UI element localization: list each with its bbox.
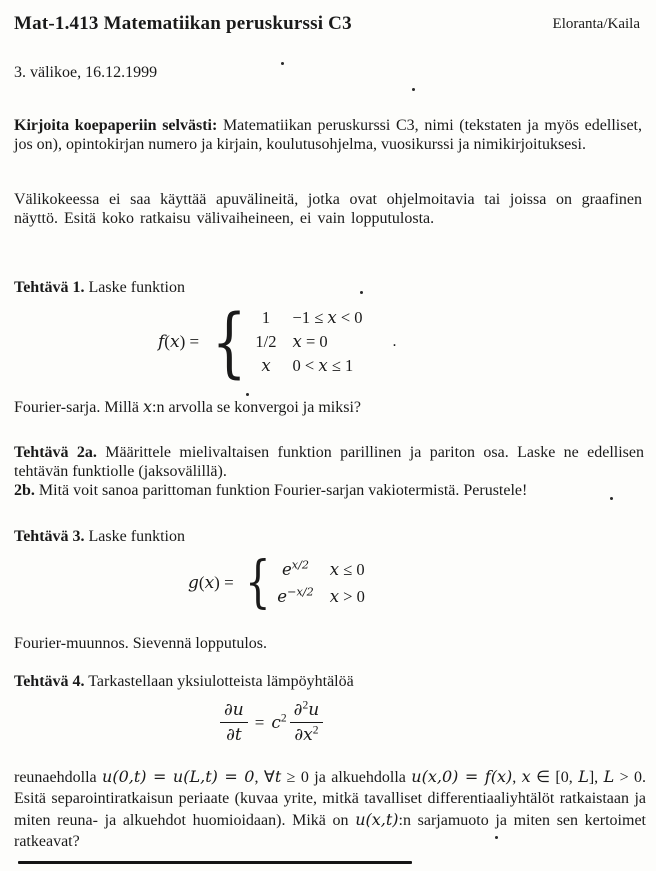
fraction-du-dt [220, 700, 248, 745]
case-value: x [261, 356, 271, 376]
lecturers: Eloranta/Kaila [552, 16, 640, 32]
left-brace: { [244, 550, 271, 616]
problem3-formula-lhs: g(x) = [188, 573, 234, 593]
case-condition: x = 0 [292, 332, 328, 352]
header [14, 13, 640, 35]
problem1-formula [158, 297, 397, 386]
fraction-denominator: ∂t [226, 725, 242, 745]
case-condition: −1 ≤ x < 0 [292, 308, 363, 328]
case-condition: x > 0 [329, 587, 365, 606]
problem2-block [14, 443, 644, 500]
fraction-d2u-dx2 [290, 700, 324, 745]
scan-speckle [281, 62, 284, 65]
problem2b-paragraph: 2b. Mitä voit sanoa parittoman funktion Fourier-sarjan vakiotermistä. Perustele! [14, 482, 528, 499]
problem3-heading: Tehtävä 3. Laske funktion [14, 528, 185, 545]
fraction-numerator: ∂$^2$u [290, 700, 324, 723]
problem3-piecewise-cases [277, 556, 365, 610]
problem1-heading: Tehtävä 1. Laske funktion [14, 279, 185, 296]
problem3-formula [188, 550, 365, 616]
problem1-formula-lhs: f(x) = [158, 332, 200, 353]
problem4-paragraph: reunaehdolla u(0,t) = u(L,t) = 0, ∀t ≥ 0 ja alkuehdolla u(x,0) = f(x), x ∈ [0, L], L > 0. Esitä separointiratkaisun periaate (kuvaa yrite, mitkä tavalliset differentiaaliyhtälöt ratkaistaan ja miten reuna- ja alkuehdot huomioidaan). Mikä on u(x,t):n sarjamuoto ja miten sen kertoimet ratkeavat? [14, 767, 647, 850]
coefficient-c-squared: $c^2$ [271, 710, 287, 733]
problem4-heading: Tehtävä 4. Tarkastellaan yksiulotteista lämpöyhtälöä [14, 673, 354, 690]
scan-speckle [495, 836, 498, 839]
problem1-question: Fourier-sarja. Millä x:n arvolla se konvergoi ja miksi? [14, 397, 362, 416]
rules-paragraph: Välikokeessa ei saa käyttää apuvälineitä, jotka ovat ohjelmoitavia tai joissa on graafinen näyttö. Esitä koko ratkaisu välivaiheineen, ei vain lopputulosta. [14, 191, 642, 227]
case-condition: 0 < x ≤ 1 [292, 356, 354, 376]
problem2a-paragraph: Tehtävä 2a. Määrittele mielivaltaisen funktion parillinen ja pariton osa. Laske ne edellisen tehtävän funktiolle (jaksovälillä). [14, 444, 645, 480]
case-value: $e^{x/2}$ [282, 558, 310, 579]
problem3-question: Fourier-muunnos. Sievennä lopputulos. [14, 635, 267, 652]
scan-speckle [360, 291, 363, 294]
case-value: 1/2 [255, 332, 277, 352]
course-title: Mat-1.413 Matematiikan peruskurssi C3 [14, 13, 352, 34]
scan-artifact-line [18, 861, 412, 864]
fraction-denominator: $\partial x^2$ [294, 723, 319, 745]
case-value: 1 [261, 308, 271, 328]
scan-speckle [246, 393, 249, 396]
left-brace: { [211, 297, 247, 386]
formula-period: . [392, 333, 397, 351]
equals-sign: = [254, 712, 265, 732]
problem4-heat-equation [220, 700, 323, 745]
problem1-piecewise-cases [255, 306, 362, 378]
case-value: $e^{-x/2}$ [277, 585, 314, 606]
fraction-numerator: ∂u [220, 700, 248, 723]
scan-speckle [610, 497, 613, 500]
case-condition: x ≤ 0 [329, 560, 365, 579]
instructions-paragraph: Kirjoita koepaperiin selvästi: Matematiikan peruskurssi C3, nimi (tekstaten ja myös edelliset, jos on), opintokirjan numero ja kirjain, koulutusohjelma, vuosikurssi ja nimikirjoituksesi. [14, 117, 642, 153]
exam-info-line: 3. välikoe, 16.12.1999 [14, 64, 158, 81]
scan-speckle [412, 88, 415, 91]
